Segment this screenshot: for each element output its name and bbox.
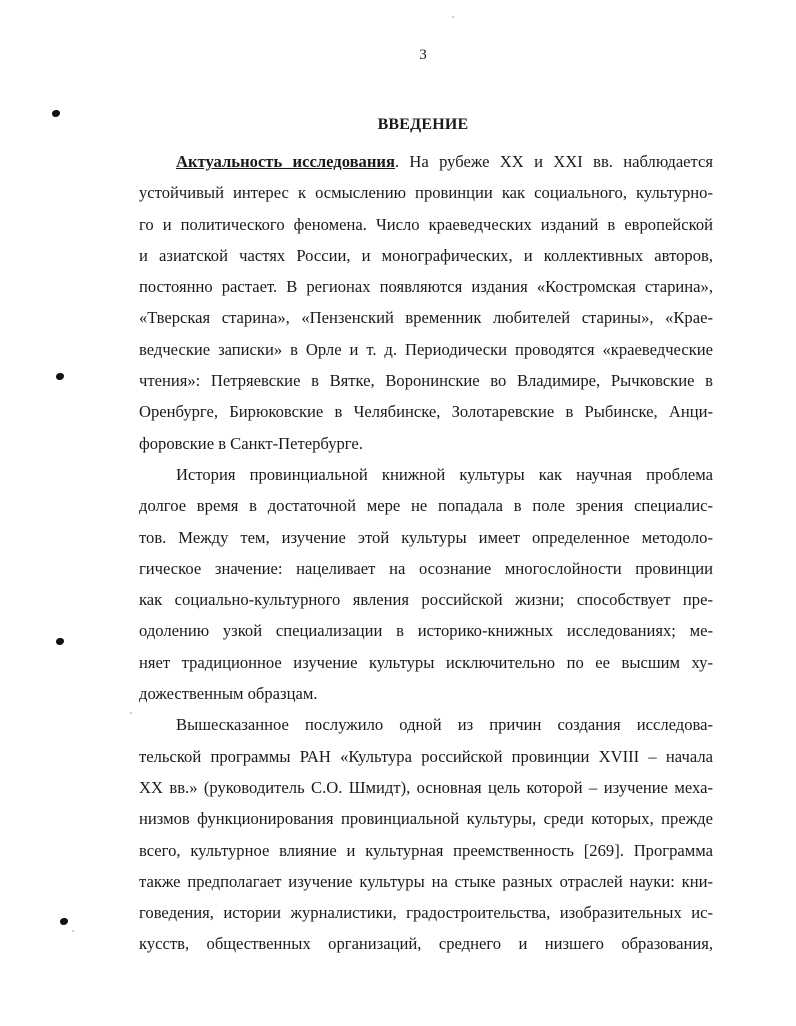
text-line: устойчивый интерес к осмыслению провинции как социального, культурно- — [139, 183, 713, 203]
text-line: ведческие записки» в Орле и т. д. Периодически проводятся «краеведческие — [139, 339, 713, 359]
scan-mark — [56, 373, 64, 380]
text-line: История провинциальной книжной культуры как научная проблема — [176, 464, 713, 484]
text-line: го и политического феномена. Число краеведческих изданий в европейской — [139, 214, 713, 234]
paragraph-3 — [139, 709, 713, 959]
scan-speck — [72, 930, 74, 932]
text-line: няет традиционное изучение культуры исключительно по ее высшим ху- — [139, 652, 713, 672]
text-line: Вышесказанное послужило одной из причин создания исследова- — [176, 715, 713, 735]
text-line: как социально-культурного явления российской жизни; способствует пре- — [139, 590, 713, 610]
text-line: «Тверская старина», «Пензенский временник любителей старины», «Крае- — [139, 308, 713, 328]
text-line: чтения»: Петряевские в Вятке, Воронинские во Владимире, Рычковские в — [139, 371, 713, 391]
scan-speck — [130, 712, 132, 714]
text-line: также предполагает изучение культуры на стыке разных отраслей науки: кни- — [139, 871, 713, 891]
text-line: тельской программы РАН «Культура российской провинции XVIII – начала — [139, 746, 713, 766]
page-number: 3 — [419, 47, 427, 63]
scan-speck — [452, 16, 454, 18]
paragraph-2 — [139, 459, 713, 709]
text-line: форовские в Санкт-Петербурге. — [139, 433, 363, 453]
text-line: Актуальность исследования. На рубеже XX и XXI вв. наблюдается — [176, 152, 713, 171]
paragraph-1 — [139, 146, 713, 459]
text-line: говедения, истории журналистики, градостроительства, изобразительных ис- — [139, 903, 713, 923]
text-line: XX вв.» (руководитель С.О. Шмидт), основная цель которой – изучение меха- — [139, 777, 713, 797]
text-line: долгое время в достаточной мере не попадала в поле зрения специалис- — [139, 496, 713, 516]
lead-phrase: Актуальность исследования — [176, 152, 395, 171]
text-line: постоянно растает. В регионах появляются издания «Костромская старина», — [139, 277, 713, 297]
scan-mark — [60, 918, 68, 925]
text-line: гическое значение: нацеливает на осознание многослойности провинции — [139, 558, 713, 578]
text-line: кусств, общественных организаций, среднего и низшего образования, — [139, 934, 713, 954]
text-line: одолению узкой специализации в историко-книжных исследованиях; ме- — [139, 621, 713, 641]
text-line: дожественным образцам. — [139, 684, 318, 704]
text-line: и азиатской частях России, и монографических, и коллективных авторов, — [139, 245, 713, 265]
text-line: Оренбурге, Бирюковские в Челябинске, Золотаревские в Рыбинске, Анци- — [139, 402, 713, 422]
page-heading: ВВЕДЕНИЕ — [377, 116, 469, 133]
scan-mark — [56, 638, 64, 645]
text-line: всего, культурное влияние и культурная преемственность [269]. Программа — [139, 840, 713, 860]
body-text — [139, 146, 713, 960]
text-line: тов. Между тем, изучение этой культуры имеет определенное методоло- — [139, 527, 713, 547]
text-line: низмов функционирования провинциальной культуры, среди которых, прежде — [139, 809, 713, 829]
